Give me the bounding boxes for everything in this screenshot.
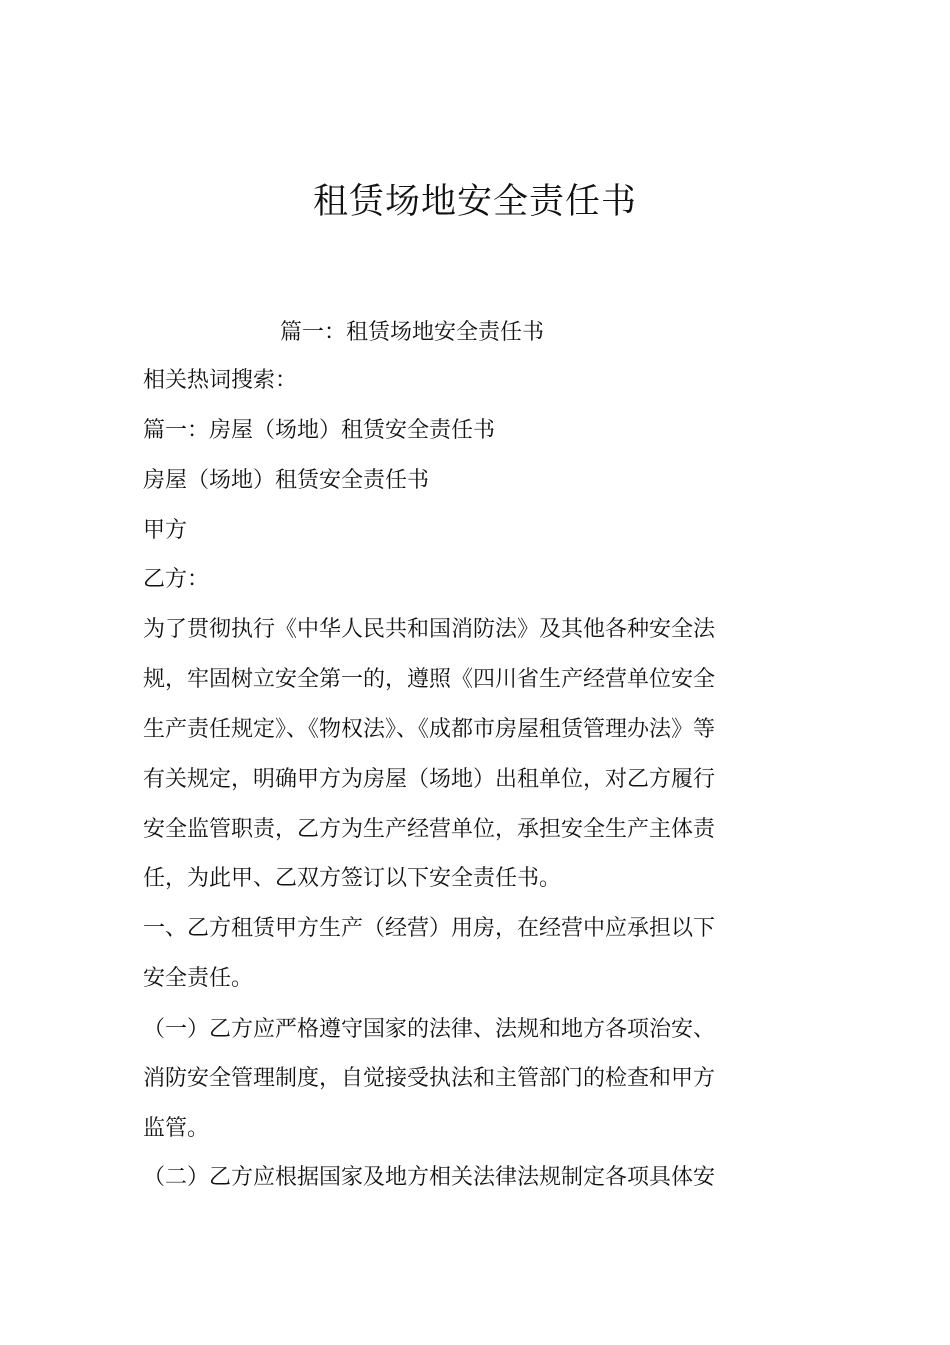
related-search-label: 相关热词搜索：: [143, 368, 298, 393]
paragraph-line: 任，为此甲、乙双方签订以下安全责任书。: [143, 866, 562, 891]
contract-title: 房屋（场地）租赁安全责任书: [143, 468, 430, 493]
party-a-label: 甲方: [143, 518, 188, 543]
paragraph-line: 安全监管职责，乙方为生产经营单位，承担安全生产主体责: [143, 817, 716, 842]
paragraph-line: 一、乙方租赁甲方生产（经营）用房，在经营中应承担以下: [143, 916, 716, 941]
section-heading: 篇一：租赁场地安全责任书: [280, 320, 545, 345]
paragraph-line: 规，牢固树立安全第一的，遵照《四川省生产经营单位安全: [143, 667, 716, 692]
paragraph-line: （一）乙方应严格遵守国家的法律、法规和地方各项治安、: [143, 1017, 716, 1042]
chapter-heading: 篇一：房屋（场地）租赁安全责任书: [143, 418, 496, 443]
paragraph-line: 监管。: [143, 1116, 210, 1141]
paragraph-line: 安全责任。: [143, 966, 254, 991]
paragraph-line: 有关规定，明确甲方为房屋（场地）出租单位，对乙方履行: [143, 767, 716, 792]
paragraph-line: 为了贯彻执行《中华人民共和国消防法》及其他各种安全法: [143, 617, 716, 642]
document-title: 租赁场地安全责任书: [312, 182, 637, 222]
paragraph-line: （二）乙方应根据国家及地方相关法律法规制定各项具体安: [143, 1165, 716, 1190]
paragraph-line: 消防安全管理制度，自觉接受执法和主管部门的检查和甲方: [143, 1066, 716, 1091]
paragraph-line: 生产责任规定》、《物权法》、《成都市房屋租赁管理办法》等: [143, 717, 716, 742]
party-b-label: 乙方：: [143, 567, 210, 592]
